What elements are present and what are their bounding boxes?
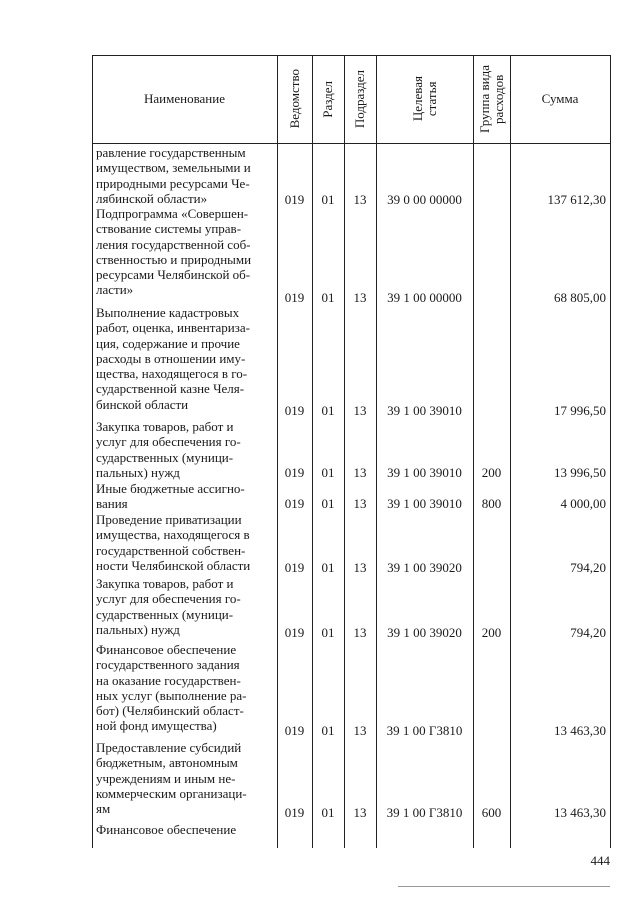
row-vedomstvo: 019 — [284, 805, 305, 820]
row-name: Проведение приватизации имущества, находящегося в государственной собствен- ности Челябинской области — [96, 512, 251, 573]
row-celevaya: 39 1 00 39020 — [387, 625, 462, 640]
row-summa: 4 000,00 — [560, 496, 606, 511]
row-razdel: 01 — [321, 290, 335, 305]
row-podrazdel: 13 — [353, 723, 367, 738]
row-razdel: 01 — [321, 192, 335, 207]
row-gruppa: 800 — [481, 496, 502, 511]
row-summa: 794,20 — [570, 560, 606, 575]
row-summa: 794,20 — [570, 625, 606, 640]
row-name: Предоставление субсидий бюджетным, автономным учреждениям и иным не- коммерческим организаци- ям — [96, 740, 247, 817]
header-name: Наименование — [144, 91, 225, 106]
row-celevaya: 39 1 00 Г3810 — [386, 805, 463, 820]
header-gruppa-vida-rashodov: Группа вида расходов — [476, 65, 506, 133]
row-celevaya: 39 0 00 00000 — [387, 192, 462, 207]
row-razdel: 01 — [321, 403, 335, 418]
row-summa: 137 612,30 — [547, 192, 606, 207]
row-vedomstvo: 019 — [284, 723, 305, 738]
row-summa: 13 463,30 — [554, 723, 606, 738]
row-gruppa: 200 — [481, 625, 502, 640]
page-number: 444 — [590, 853, 610, 868]
row-name: Иные бюджетные ассигно- вания — [96, 481, 245, 512]
row-vedomstvo: 019 — [284, 496, 305, 511]
row-summa: 13 996,50 — [554, 465, 606, 480]
row-gruppa: 600 — [481, 805, 502, 820]
footer-rule — [398, 886, 610, 887]
header-podrazdel: Подраздел — [352, 69, 367, 129]
row-celevaya: 39 1 00 00000 — [387, 290, 462, 305]
header-vedomstvo: Ведомство — [286, 69, 302, 129]
row-razdel: 01 — [321, 723, 335, 738]
row-razdel: 01 — [321, 496, 335, 511]
row-name: равление государственным имуществом, земельными и природными ресурсами Че- лябинской области» — [96, 145, 251, 206]
row-gruppa: 200 — [481, 465, 502, 480]
row-name: Финансовое обеспечение государственного задания на оказание государствен- ных услуг (выполнение ра- бот) (Челябинский област- ной фонд имущества) — [96, 642, 247, 734]
row-podrazdel: 13 — [353, 496, 367, 511]
row-razdel: 01 — [321, 625, 335, 640]
row-podrazdel: 13 — [353, 465, 367, 480]
col-divider — [473, 55, 474, 848]
row-podrazdel: 13 — [353, 403, 367, 418]
row-podrazdel: 13 — [353, 192, 367, 207]
row-name: Подпрограмма «Совершен- ствование системы управ- ления государственной соб- ственностью и природными ресурсами Челябинской об- ласти» — [96, 206, 252, 298]
row-podrazdel: 13 — [353, 625, 367, 640]
row-celevaya: 39 1 00 39010 — [387, 403, 462, 418]
budget-table — [92, 55, 611, 848]
row-name: Закупка товаров, работ и услуг для обеспечения го- сударственных (муници- пальных) нужд — [96, 576, 241, 637]
row-podrazdel: 13 — [353, 805, 367, 820]
row-name: Закупка товаров, работ и услуг для обеспечения го- сударственных (муници- пальных) нужд — [96, 419, 241, 480]
row-celevaya: 39 1 00 Г3810 — [386, 723, 463, 738]
row-razdel: 01 — [321, 465, 335, 480]
header-razdel: Раздел — [320, 80, 335, 118]
row-podrazdel: 13 — [353, 560, 367, 575]
row-vedomstvo: 019 — [284, 625, 305, 640]
row-celevaya: 39 1 00 39010 — [387, 496, 462, 511]
row-name: Финансовое обеспечение — [96, 822, 237, 837]
row-vedomstvo: 019 — [284, 290, 305, 305]
header-bottom-border — [92, 143, 611, 144]
row-vedomstvo: 019 — [284, 403, 305, 418]
row-vedomstvo: 019 — [284, 465, 305, 480]
row-celevaya: 39 1 00 39010 — [387, 465, 462, 480]
row-celevaya: 39 1 00 39020 — [387, 560, 462, 575]
table-left-border — [92, 55, 93, 848]
row-podrazdel: 13 — [353, 290, 367, 305]
header-celevaya-statya: Целевая статья — [409, 76, 439, 122]
row-summa: 68 805,00 — [554, 290, 606, 305]
header-summa: Сумма — [541, 91, 579, 106]
row-summa: 13 463,30 — [554, 805, 606, 820]
row-razdel: 01 — [321, 560, 335, 575]
row-vedomstvo: 019 — [284, 560, 305, 575]
row-vedomstvo: 019 — [284, 192, 305, 207]
table-right-border — [610, 55, 611, 848]
row-name: Выполнение кадастровых работ, оценка, инвентариза- ция, содержание и прочие расходы в отношении иму- щества, находящегося в го- сударственной казне Челя- бинской области — [96, 305, 250, 412]
row-summa: 17 996,50 — [554, 403, 606, 418]
row-razdel: 01 — [321, 805, 335, 820]
